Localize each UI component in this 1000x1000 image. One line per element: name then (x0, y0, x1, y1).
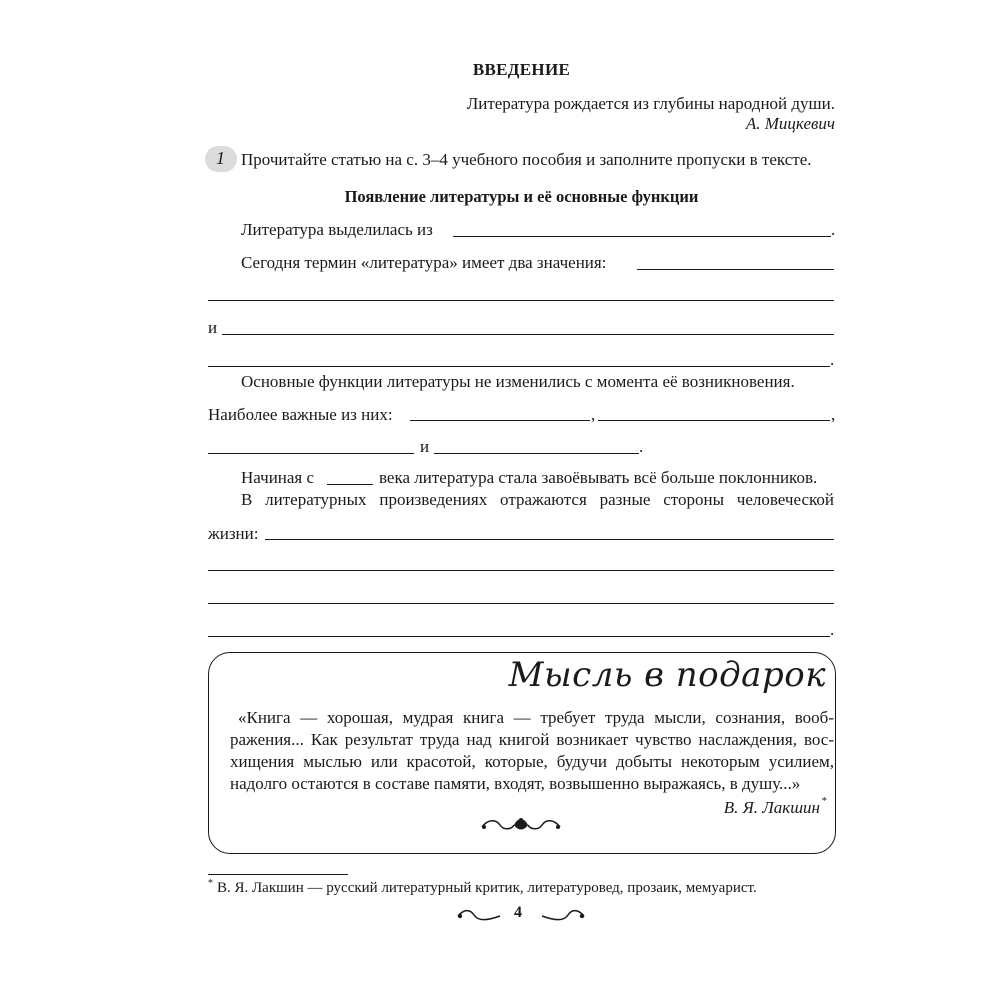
footnote-rule (208, 874, 348, 875)
blank-meaning-2-start[interactable] (222, 334, 834, 335)
most-important-label: Наиболее важные из них: (208, 405, 393, 424)
blank-life-1[interactable] (265, 539, 834, 540)
comma-2: , (831, 405, 836, 424)
fill-line-2-text: Сегодня термин «литература» имеет два значения: (241, 253, 607, 272)
footnote-mark: * (208, 878, 213, 889)
blank-function-2[interactable] (598, 420, 830, 421)
blank-life-4[interactable] (208, 636, 830, 637)
blank-function-4[interactable] (434, 453, 639, 454)
section-title: Появление литературы и её основные функции (344, 187, 699, 206)
page-heading: ВВЕДЕНИЕ (472, 60, 571, 79)
task-instruction: Прочитайте статью на с. 3–4 учебного пособия и заполните пропуски в тексте. (241, 150, 812, 169)
fill-line-1-text: Литература выделилась из (241, 220, 433, 239)
epigraph-author: А. Мицкевич (745, 114, 835, 133)
blank-function-1[interactable] (410, 420, 590, 421)
blank-century[interactable] (327, 484, 373, 485)
and-word: и (208, 318, 218, 337)
life-period: . (830, 620, 835, 639)
since-end-text: века литература стала завоёвывать всё больше поклонников. (379, 468, 818, 487)
functions-intro: Основные функции литературы не изменились с момента её возникновения. (241, 372, 795, 391)
since-start-text: Начиная с (241, 468, 315, 487)
left-flourish-icon (456, 908, 502, 924)
blank-meaning-2[interactable] (208, 366, 830, 367)
footnote-text: В. Я. Лакшин — русский литературный критик, литературовед, прозаик, мемуарист. (217, 880, 757, 896)
quote-line-2: ражения... Как результат труда над книгой возникает чувство наслаждения, вос- (230, 730, 834, 749)
meaning-period: . (830, 350, 835, 369)
blank-life-3[interactable] (208, 603, 834, 604)
blank-origin[interactable] (453, 236, 831, 237)
right-flourish-icon (540, 908, 586, 924)
and-word-2: и (420, 437, 430, 456)
reflect-line: В литературных произведениях отражаются разные стороны человеческой (241, 490, 834, 509)
quote-line-1: «Книга — хорошая, мудрая книга — требует труда мысли, сознания, вооб- (238, 708, 834, 727)
ornament-icon (478, 815, 564, 837)
blank-meaning-1[interactable] (208, 300, 834, 301)
life-label: жизни: (208, 524, 259, 543)
epigraph-text: Литература рождается из глубины народной души. (466, 94, 835, 113)
blank-life-2[interactable] (208, 570, 834, 571)
quote-author: В. Я. Лакшин (723, 798, 820, 817)
quote-author-mark: * (821, 795, 827, 807)
comma-1: , (591, 405, 596, 424)
quote-line-4: надолго остаются в составе памяти, входят, возвышенно выражаясь, в душу...» (230, 774, 801, 793)
blank-meaning-1-start[interactable] (637, 269, 834, 270)
functions-period: . (639, 437, 644, 456)
task-number: 1 (216, 148, 225, 168)
quote-line-3: хищения мыслью или красотой, которые, будучи добыты некоторым усилием, (230, 752, 834, 771)
gift-title: Мысль в подарок (508, 655, 826, 695)
fill-line-1-period: . (831, 220, 836, 239)
page-number: 4 (514, 904, 522, 921)
blank-function-3[interactable] (208, 453, 414, 454)
